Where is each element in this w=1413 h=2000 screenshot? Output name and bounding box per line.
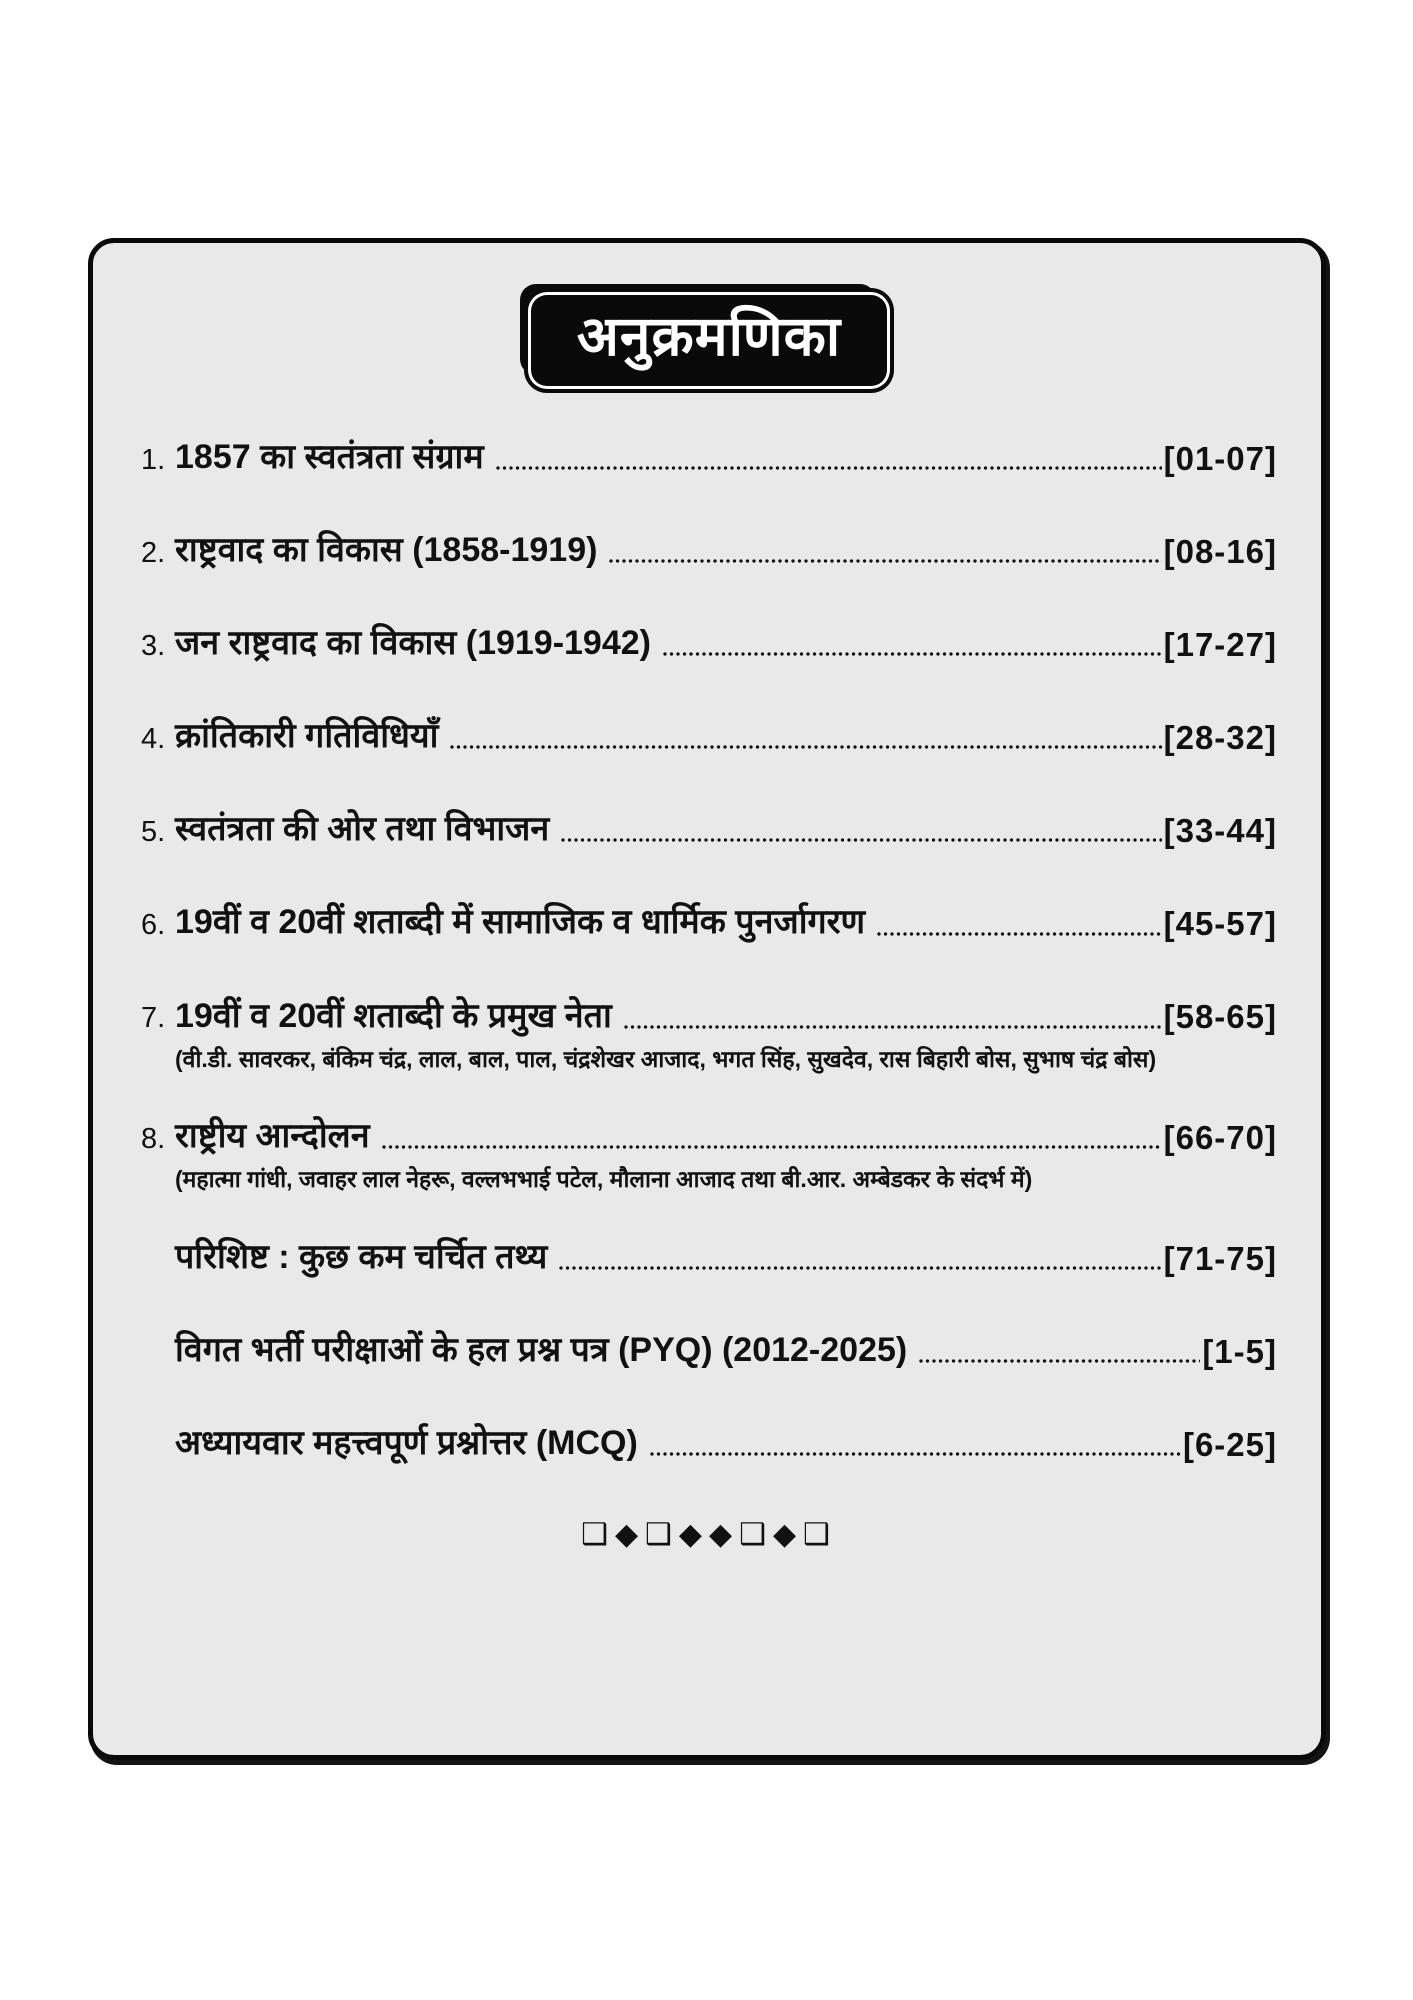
toc-entry: [141, 1424, 1277, 1463]
toc-title-wrap: [141, 295, 1277, 386]
toc-entry: [141, 1331, 1277, 1370]
entry-title: परिशिष्ट : कुछ कम चर्चित तथ्य: [175, 1237, 548, 1276]
entry-pages: [6-25]: [1182, 1425, 1277, 1463]
toc-panel: [88, 238, 1326, 1760]
toc-entry: [141, 810, 1277, 849]
entry-number: 6.: [141, 909, 166, 942]
dot-leader: [650, 1452, 1181, 1456]
footer-ornament: ❑◆❑◆◆❑◆❑: [581, 1517, 837, 1553]
dot-leader: [559, 1266, 1161, 1270]
toc-entry: [141, 997, 1277, 1036]
entry-number: 7.: [141, 1002, 166, 1035]
entry-title: 1857 का स्वतंत्रता संग्राम: [175, 438, 484, 476]
toc-entry: [141, 717, 1277, 756]
entry-note: (वी.डी. सावरकर, बंकिम चंद्र, लाल, बाल, पाल, चंद्रशेखर आजाद, भगत सिंह, सुखदेव, रास बिहारी बोस, सुभाष चंद्र बोस): [175, 1045, 1157, 1072]
page-title: अनुक्रमणिका: [531, 295, 887, 386]
entry-pages: [17-27]: [1163, 625, 1277, 663]
entry-pages: [33-44]: [1163, 812, 1277, 850]
toc-entry: [141, 438, 1277, 477]
dot-leader: [561, 838, 1161, 842]
dot-leader: [382, 1145, 1162, 1149]
toc-entry: [141, 1117, 1277, 1156]
entry-pages: [58-65]: [1163, 998, 1277, 1036]
entry-pages: [28-32]: [1163, 719, 1277, 757]
entry-number: 2.: [141, 536, 166, 569]
entry-pages: [45-57]: [1163, 905, 1277, 943]
entry-pages: [01-07]: [1163, 439, 1277, 477]
entry-pages: [66-70]: [1163, 1119, 1277, 1157]
entry-title: विगत भर्ती परीक्षाओं के हल प्रश्न पत्र (PYQ) (2012-2025): [175, 1331, 908, 1370]
dot-leader: [450, 745, 1161, 749]
entry-note: (महात्मा गांधी, जवाहर लाल नेहरू, वल्लभभाई पटेल, मौलाना आजाद तथा बी.आर. अम्बेडकर के संदर्भ में): [175, 1166, 1033, 1193]
toc-entry: [141, 624, 1277, 663]
entry-pages: [1-5]: [1202, 1332, 1277, 1370]
entry-number: 3.: [141, 629, 166, 662]
toc-entry: [141, 903, 1277, 942]
entry-title: 19वीं व 20वीं शताब्दी के प्रमुख नेता: [175, 996, 612, 1035]
entry-title: 19वीं व 20वीं शताब्दी में सामाजिक व धार्मिक पुनर्जागरण: [175, 903, 866, 942]
entry-pages: [71-75]: [1163, 1239, 1277, 1277]
entry-pages: [08-16]: [1163, 532, 1277, 570]
toc-entry: [141, 531, 1277, 570]
entry-title: राष्ट्रीय आन्दोलन: [175, 1117, 370, 1156]
dot-leader: [877, 932, 1161, 936]
dot-leader: [919, 1359, 1200, 1363]
entry-title: क्रांतिकारी गतिविधियाँ: [175, 717, 439, 756]
entry-number: 8.: [141, 1123, 166, 1155]
entry-title: राष्ट्रवाद का विकास (1858-1919): [175, 531, 598, 570]
dot-leader: [624, 1025, 1162, 1029]
entry-title: स्वतंत्रता की ओर तथा विभाजन: [175, 810, 550, 849]
entry-title: जन राष्ट्रवाद का विकास (1919-1942): [175, 624, 651, 663]
dot-leader: [609, 559, 1161, 563]
entry-number: 4.: [141, 723, 166, 756]
dot-leader: [496, 466, 1162, 470]
entry-number: 5.: [141, 816, 166, 849]
toc-entry: [141, 1238, 1277, 1277]
entry-number: 1.: [141, 443, 166, 476]
entry-title: अध्यायवार महत्त्वपूर्ण प्रश्नोत्तर (MCQ): [175, 1424, 638, 1463]
dot-leader: [663, 652, 1162, 656]
